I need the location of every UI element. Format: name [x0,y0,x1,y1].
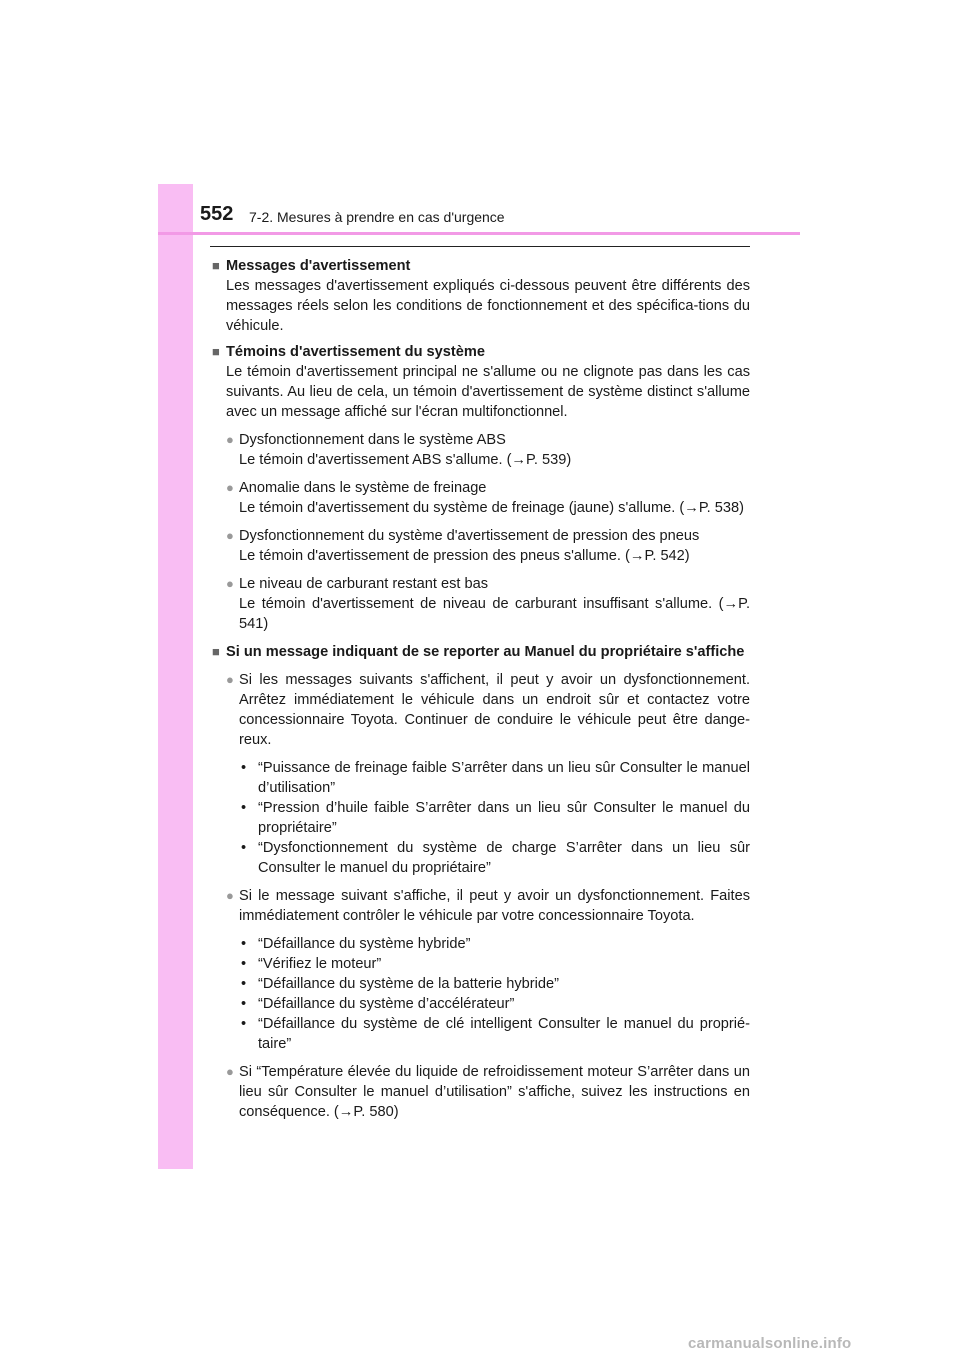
list-marker: • [241,936,247,952]
bullet-item [212,886,750,926]
circle-bullet-icon: ● [226,1064,234,1079]
chapter-sidebar-strip [158,184,193,1169]
list-item [239,994,750,1014]
list-item [239,974,750,994]
square-bullet-icon: ■ [212,644,220,659]
list-item-text: “Défaillance du système hybride” [258,936,471,952]
bullet-text: Si “Température élevée du liquide de refroidissement moteur S’arrêter dans un lieu sûr Consulter le manuel d’utilisation” s'affiche, suivez les instructions en conséquence. (→P. 580) [239,1064,750,1120]
paragraph: Les messages d'avertissement expliqués ci-dessous peuvent être différents des messages réels selon les conditions de fonctionnement et des spécifica-tions du véhicule. [226,278,750,334]
circle-bullet-icon: ● [226,672,234,687]
bullet-line: Le témoin d'avertissement de niveau de carburant insuffisant s'allume. (→P. 541) [239,596,750,632]
heading-system-warning-lights [212,342,750,362]
list-marker: • [241,976,247,992]
square-bullet-icon: ■ [212,258,220,273]
bullet-item [212,1062,750,1122]
heading-owner-manual-message [212,642,750,662]
list-marker: • [241,956,247,972]
list-item [239,954,750,974]
message-list [212,934,750,1054]
circle-bullet-icon: ● [226,480,234,495]
list-item [239,934,750,954]
list-marker: • [241,760,247,776]
watermark: carmanualsonline.info [688,1335,852,1352]
list-item-text: “Défaillance du système de la batterie hybride” [258,976,559,992]
page-number: 552 [200,203,234,225]
bullet-line: Le niveau de carburant restant est bas [239,576,489,592]
section-header: 7-2. Mesures à prendre en cas d'urgence [249,209,505,225]
circle-bullet-icon: ● [226,432,234,447]
list-item-text: “Défaillance du système de clé intelligent Consulter le manuel du proprié-taire” [258,1016,750,1052]
bullet-line: Dysfonctionnement dans le système ABS [239,432,506,448]
circle-bullet-icon: ● [226,528,234,543]
bullet-line: Anomalie dans le système de freinage [239,480,487,496]
bullet-item [212,670,750,750]
list-item-text: “Défaillance du système d’accélérateur” [258,996,515,1012]
heading-text: Si un message indiquant de se reporter au Manuel du propriétaire s'affiche [226,644,745,660]
header-rule [158,232,800,235]
paragraph: Le témoin d'avertissement principal ne s'allume ou ne clignote pas dans les cas suivants. Au lieu de cela, un témoin d'avertissement de système distinct s'allume avec un message affiché sur l'écran multifonctionnel. [226,364,750,420]
bullet-item [212,574,750,634]
list-marker: • [241,840,247,856]
circle-bullet-icon: ● [226,888,234,903]
list-item [239,838,750,878]
list-item-text: “Vérifiez le moteur” [258,956,382,972]
bullet-text: Si les messages suivants s'affichent, il peut y avoir un dysfonctionnement. Arrêtez immédiatement le véhicule dans un endroit sûr et contactez votre concessionnaire Toyota. Continuer de conduire le véhicule peut être dange-reux. [239,672,750,748]
bullet-item [212,478,750,518]
bullet-line: Dysfonctionnement du système d'avertissement de pression des pneus [239,528,700,544]
bullet-line: Le témoin d'avertissement du système de freinage (jaune) s'allume. (→P. 538) [239,500,744,516]
list-item-text: “Puissance de freinage faible S’arrêter dans un lieu sûr Consulter le manuel d’utilisation” [258,760,750,796]
bullet-item [212,526,750,566]
bullet-line: Le témoin d'avertissement de pression des pneus s'allume. (→P. 542) [239,548,690,564]
heading-text: Témoins d'avertissement du système [226,344,485,360]
message-list [212,758,750,878]
page-content [212,256,750,1122]
list-marker: • [241,996,247,1012]
list-item [239,758,750,798]
heading-text: Messages d'avertissement [226,258,411,274]
heading-messages [212,256,750,276]
list-marker: • [241,800,247,816]
square-bullet-icon: ■ [212,344,220,359]
circle-bullet-icon: ● [226,576,234,591]
list-item [239,1014,750,1054]
list-item-text: “Dysfonctionnement du système de charge S’arrêter dans un lieu sûr Consulter le manuel du propriétaire” [258,840,750,876]
list-item-text: “Pression d’huile faible S’arrêter dans un lieu sûr Consulter le manuel du propriétaire” [258,800,750,836]
bullet-line: Le témoin d'avertissement ABS s'allume. (→P. 539) [239,452,572,468]
bullet-item [212,430,750,470]
list-item [239,798,750,838]
bullet-text: Si le message suivant s'affiche, il peut y avoir un dysfonctionnement. Faites immédiatement contrôler le véhicule par votre concessionnaire Toyota. [239,888,750,924]
content-divider [210,246,750,247]
list-marker: • [241,1016,247,1032]
